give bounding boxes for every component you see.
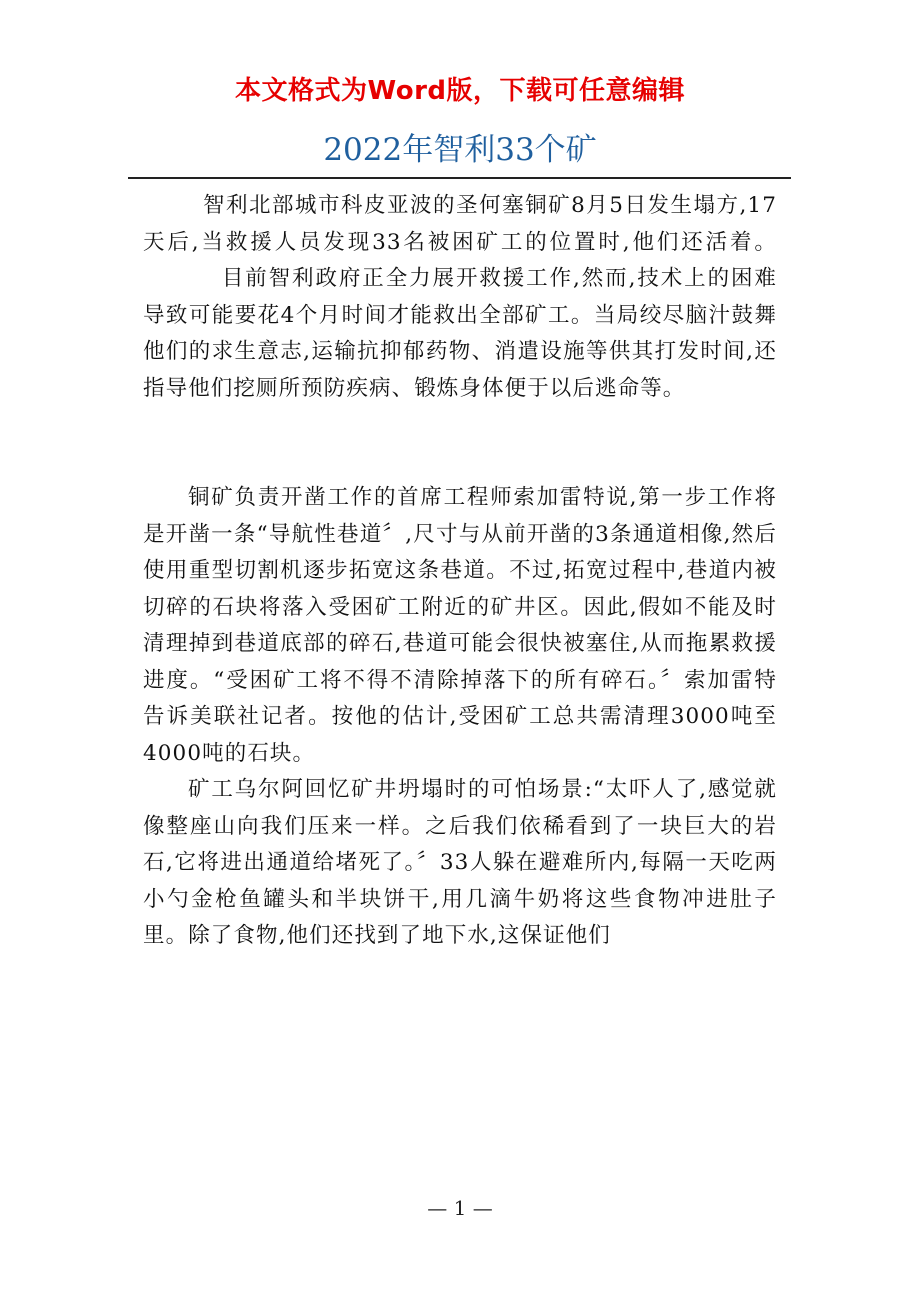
paragraph-3: 矿工乌尔阿回忆矿井坍塌时的可怕场景:“太吓人了,感觉就像整座山向我们压来一样。之后我们依稀看到了一块巨大的岩石,它将进出通道给堵死了。〞33人躲在避难所内,每隔一天吃两小勺金枪鱼罐头和半块饼干,用几滴牛奶将这些食物冲进肚子里。除了食物,他们还找到了地下水,这保证他们 (143, 777, 777, 948)
paragraph-2: 铜矿负责开凿工作的首席工程师索加雷特说,第一步工作将是开凿一条“导航性巷道〞,尺寸与从前开凿的3条通道相像,然后使用重型切割机逐步拓宽这条巷道。不过,拓宽过程中,巷道内被切碎的石块将落入受困矿工附近的矿井区。因此,假如不能及时清理掉到巷道底部的碎石,巷道可能会很快被塞住,从而拖累救援进度。“受困矿工将不得不清除掉落下的所有碎石。〞索加雷特告诉美联社记者。按他的估计,受困矿工总共需清理3000吨至4000吨的石块。 (143, 485, 777, 766)
paragraph-1-tail: 目前智利政府正全力展开救援工作,然而,技术上的困难导致可能要花4个月时间才能救出全部矿工。当局绞尽脑汁鼓舞他们的求生意志,运输抗抑郁药物、消遣设施等供其打发时间,还指导他们挖厕所预防疾病、锻炼身体便于以后逃命等。 (143, 266, 777, 401)
paragraph-1-lead: 智利北部城市科皮亚波的圣何塞铜矿8月5日发生塌方,17天后,当救援人员发现33名被困矿工的位置时,他们还活着。 (143, 193, 777, 255)
format-notice-banner: 本文格式为Word版，下载可任意编辑 (234, 76, 686, 106)
paragraph-spacer (143, 407, 777, 480)
document-body (143, 188, 777, 955)
paragraph-1 (143, 188, 777, 407)
document-title: 2022年智利33个矿 (323, 132, 597, 168)
page-number: — 1 — (427, 1196, 493, 1220)
title-divider (128, 177, 791, 179)
